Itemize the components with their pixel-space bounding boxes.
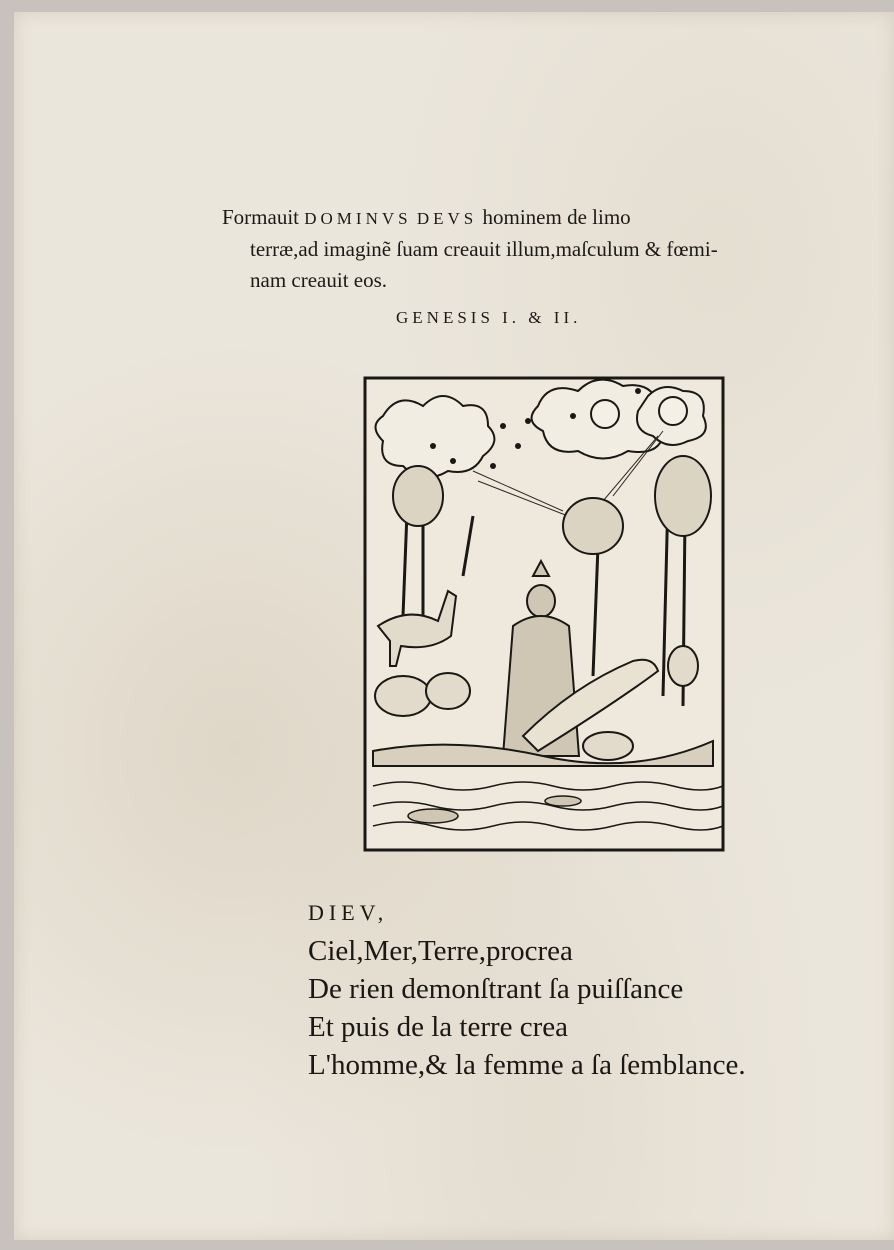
verse-line-1-rest: Ciel,Mer,Terre,procrea xyxy=(308,935,573,967)
verse-dieu: DIEV, xyxy=(308,900,389,925)
latin-caption xyxy=(222,202,862,296)
latin-line-3: nam creauit eos. xyxy=(250,268,388,292)
verse-line-2: De rien demonſtrant ſa puiſſance xyxy=(308,973,684,1005)
latin-line-1-start: Formauit xyxy=(222,205,305,229)
latin-line-1-end: hominem de limo xyxy=(477,205,631,229)
verse-line-4: L'homme,& la femme a ſa ſemblance. xyxy=(308,1049,746,1081)
latin-deus: DEVS xyxy=(416,209,478,228)
latin-line-1 xyxy=(222,202,862,234)
latin-dominus: DOMINVS xyxy=(304,209,412,228)
french-verse xyxy=(308,894,868,1084)
creation-woodcut-illustration xyxy=(363,376,725,852)
verse-line-1 xyxy=(308,894,868,970)
bible-reference: GENESIS I. & II. xyxy=(396,308,582,327)
latin-line-2: terræ,ad imaginẽ ſuam creauit illum,maſculum & fœmi- xyxy=(250,237,718,261)
verse-line-3: Et puis de la terre crea xyxy=(308,1011,569,1043)
